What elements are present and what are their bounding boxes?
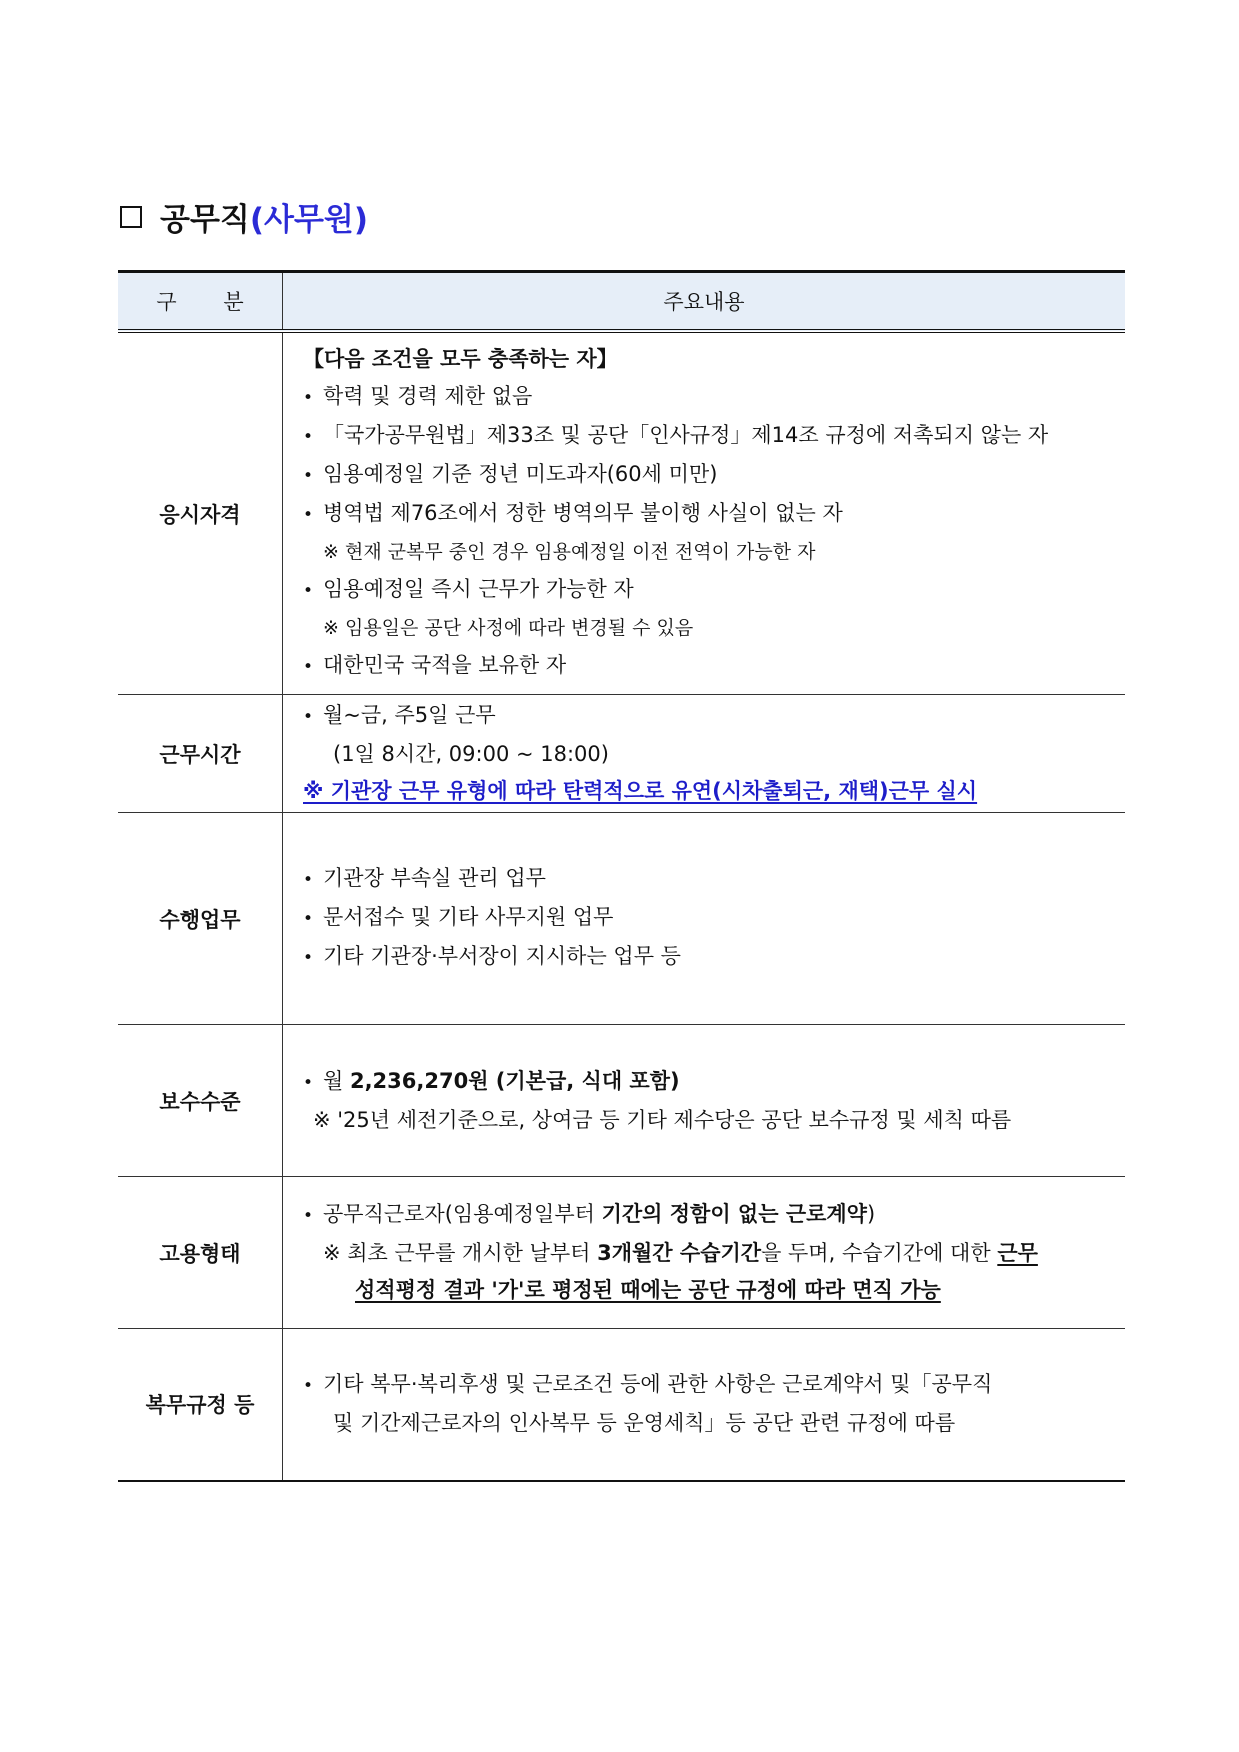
content-hours [283, 695, 1126, 813]
content-rules [283, 1329, 1126, 1481]
employment-note [303, 1235, 1125, 1272]
qualification-item: • 병역법 제76조에서 정한 병역의무 불이행 사실이 없는 자 [303, 495, 1125, 534]
dismissal-clause: 근무 [997, 1241, 1038, 1265]
label-salary: 보수수준 [118, 1025, 283, 1177]
qualification-item: • 임용예정일 즉시 근무가 가능한 자 [303, 571, 1125, 610]
row-hours [118, 695, 1125, 813]
hours-flex-note: ※ 기관장 근무 유형에 따라 탄력적으로 유연(시차출퇴근, 재택)근무 실시 [303, 779, 978, 803]
hours-detail: (1일 8시간, 09:00 ~ 18:00) [333, 742, 609, 766]
label-hours: 근무시간 [118, 695, 283, 813]
content-qualification [283, 331, 1126, 695]
qualification-note: ※ 현재 군복무 중인 경우 임용예정일 이전 전역이 가능한 자 [323, 541, 816, 563]
label-qualification: 응시자격 [118, 331, 283, 695]
label-duties: 수행업무 [118, 813, 283, 1025]
row-duties [118, 813, 1125, 1025]
employment-contract: 기간의 정함이 없는 근로계약 [601, 1202, 867, 1226]
row-qualification [118, 331, 1125, 695]
table-header-row [118, 272, 1125, 332]
content-duties [283, 813, 1126, 1025]
rules-line: 및 기간제근로자의 인사복무 등 운영세칙」등 공단 관련 규정에 따름 [333, 1411, 956, 1436]
label-rules: 복무규정 등 [118, 1329, 283, 1481]
title-paren: (사무원) [249, 202, 369, 238]
qualification-item: • 대한민국 국적을 보유한 자 [303, 647, 1125, 686]
dismissal-clause: 성적평정 결과 '가'로 평정된 때에는 공단 규정에 따라 면직 가능 [355, 1278, 941, 1302]
qualification-item: • 임용예정일 기준 정년 미도과자(60세 미만) [303, 456, 1125, 495]
rules-line: • 기타 복무·복리후생 및 근로조건 등에 관한 사항은 근로계약서 및「공무직 [303, 1366, 1125, 1405]
salary-amount: 2,236,270원 (기본급, 식대 포함) [349, 1068, 680, 1093]
salary-line [303, 1063, 1125, 1102]
title-main: 공무직 [160, 202, 250, 238]
employment-note-text: ※ 최초 근무를 개시한 날부터 [323, 1241, 598, 1265]
label-employment: 고용형태 [118, 1177, 283, 1329]
row-employment [118, 1177, 1125, 1329]
salary-note: ※ '25년 세전기준으로, 상여금 등 기타 제수당은 공단 보수규정 및 세칙 따름 [313, 1107, 1012, 1132]
duty-item: • 기관장 부속실 관리 업무 [303, 860, 1125, 899]
salary-prefix: 월 [323, 1068, 350, 1093]
content-salary [283, 1025, 1126, 1177]
employment-note-text: 을 두며, 수습기간에 대한 [761, 1241, 998, 1265]
empty-square-icon [120, 206, 142, 228]
qualification-item: • 「국가공무원법」제33조 및 공단「인사규정」제14조 규정에 저촉되지 않는 자 [303, 417, 1125, 456]
qualification-header: 【다음 조건을 모두 충족하는 자】 [303, 347, 618, 371]
duty-item: • 문서접수 및 기타 사무지원 업무 [303, 899, 1125, 938]
employment-line [303, 1196, 1125, 1235]
recruitment-table [118, 270, 1125, 1482]
page-title [120, 194, 368, 239]
employment-text: ) [866, 1202, 876, 1226]
probation-period: 3개월간 수습기간 [597, 1241, 762, 1265]
duty-item: • 기타 기관장·부서장이 지시하는 업무 등 [303, 938, 1125, 977]
row-rules [118, 1329, 1125, 1481]
qualification-item: • 학력 및 경력 제한 없음 [303, 378, 1125, 417]
hours-line: • 월~금, 주5일 근무 [303, 697, 1125, 736]
header-content: 주요내용 [283, 272, 1126, 332]
header-category: 구 분 [118, 272, 283, 332]
qualification-note: ※ 임용일은 공단 사정에 따라 변경될 수 있음 [323, 617, 694, 639]
content-employment [283, 1177, 1126, 1329]
employment-text: 공무직근로자(임용예정일부터 [323, 1202, 602, 1226]
row-salary [118, 1025, 1125, 1177]
